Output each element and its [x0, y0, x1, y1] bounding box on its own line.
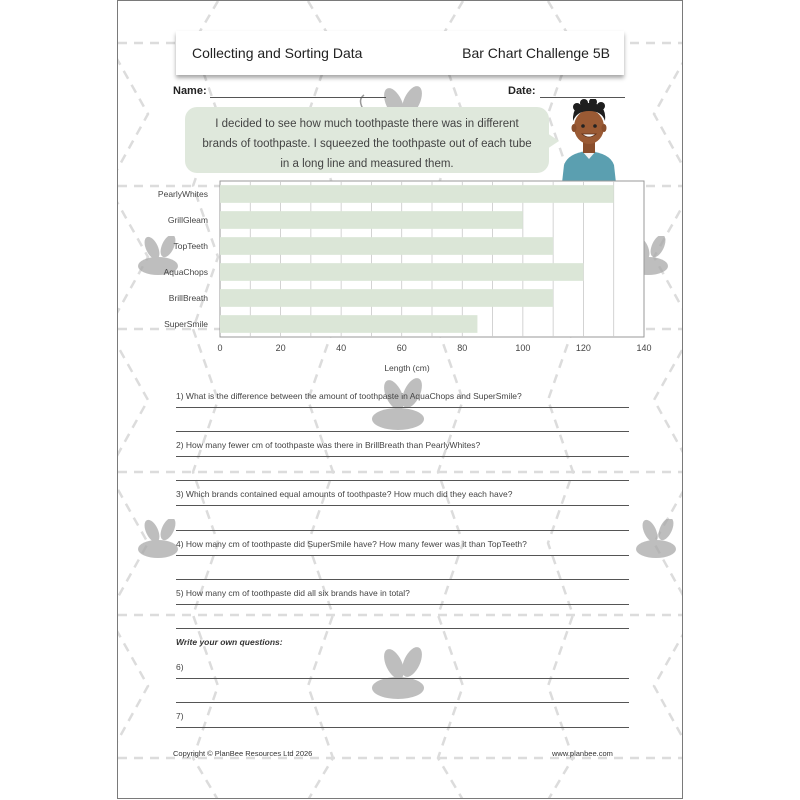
x-axis-label: Length (cm) [384, 363, 430, 373]
x-tick-label: 0 [217, 343, 223, 353]
speech-line: brands of toothpaste. I squeezed the toothpaste out of each tube [202, 138, 532, 150]
x-tick-label: 140 [636, 343, 652, 353]
date-field[interactable] [540, 97, 625, 98]
bar-aquachops [220, 263, 583, 281]
answer-line[interactable] [176, 678, 629, 679]
answer-line[interactable] [176, 505, 629, 506]
bar-brillbreath [220, 289, 553, 307]
own-question-6: 6) [176, 662, 184, 672]
worksheet-title: Bar Chart Challenge 5B [462, 45, 610, 61]
answer-line[interactable] [176, 579, 629, 580]
name-label: Name: [173, 85, 207, 97]
category-label: TopTeeth [173, 241, 208, 251]
bar-topteeth [220, 237, 553, 255]
answer-line[interactable] [176, 555, 629, 556]
speech-text [185, 114, 549, 174]
question-4: 4) How many cm of toothpaste did SuperSmile have? How many fewer was it than TopTeeth? [176, 539, 527, 549]
answer-line[interactable] [176, 628, 629, 629]
x-tick-label: 40 [336, 343, 347, 353]
x-tick-label: 100 [515, 343, 531, 353]
bar-grillgleam [220, 211, 523, 229]
question-1: 1) What is the difference between the amount of toothpaste in AquaChops and SuperSmile? [176, 391, 522, 401]
category-label: BrillBreath [168, 293, 208, 303]
x-tick-label: 80 [457, 343, 468, 353]
date-label: Date: [508, 85, 536, 97]
answer-line[interactable] [176, 727, 629, 728]
answer-line[interactable] [176, 456, 629, 457]
worksheet-page [117, 0, 683, 799]
footer-website[interactable]: www.planbee.com [552, 749, 613, 758]
footer-copyright: Copyright © PlanBee Resources Ltd 2026 [173, 749, 313, 758]
worksheet-topic: Collecting and Sorting Data [192, 45, 363, 61]
category-label: PearlyWhites [157, 189, 208, 199]
x-tick-label: 20 [275, 343, 286, 353]
bee-icon [350, 646, 440, 706]
answer-line[interactable] [176, 480, 629, 481]
answer-line[interactable] [176, 530, 629, 531]
speech-line: in a long line and measured them. [280, 158, 454, 170]
bar-pearlywhites [220, 185, 614, 203]
question-5: 5) How many cm of toothpaste did all six brands have in total? [176, 588, 410, 598]
own-questions-heading: Write your own questions: [176, 637, 283, 647]
x-tick-label: 120 [575, 343, 591, 353]
category-label: AquaChops [163, 267, 208, 277]
toothpaste-bar-chart [118, 171, 683, 381]
category-label: SuperSmile [164, 319, 208, 329]
category-label: GrillGleam [167, 215, 208, 225]
name-field[interactable] [210, 97, 386, 98]
answer-line[interactable] [176, 431, 629, 432]
own-question-7: 7) [176, 711, 184, 721]
speech-line: I decided to see how much toothpaste there was in different [215, 118, 519, 130]
question-2: 2) How many fewer cm of toothpaste was there in BrillBreath than PearlyWhites? [176, 440, 481, 450]
answer-line[interactable] [176, 702, 629, 703]
bee-icon [618, 519, 683, 564]
question-3: 3) Which brands contained equal amounts of toothpaste? How much did they each have? [176, 489, 513, 499]
worksheet-header [176, 31, 624, 75]
x-tick-label: 60 [396, 343, 407, 353]
answer-line[interactable] [176, 604, 629, 605]
answer-line[interactable] [176, 407, 629, 408]
bar-supersmile [220, 315, 477, 333]
